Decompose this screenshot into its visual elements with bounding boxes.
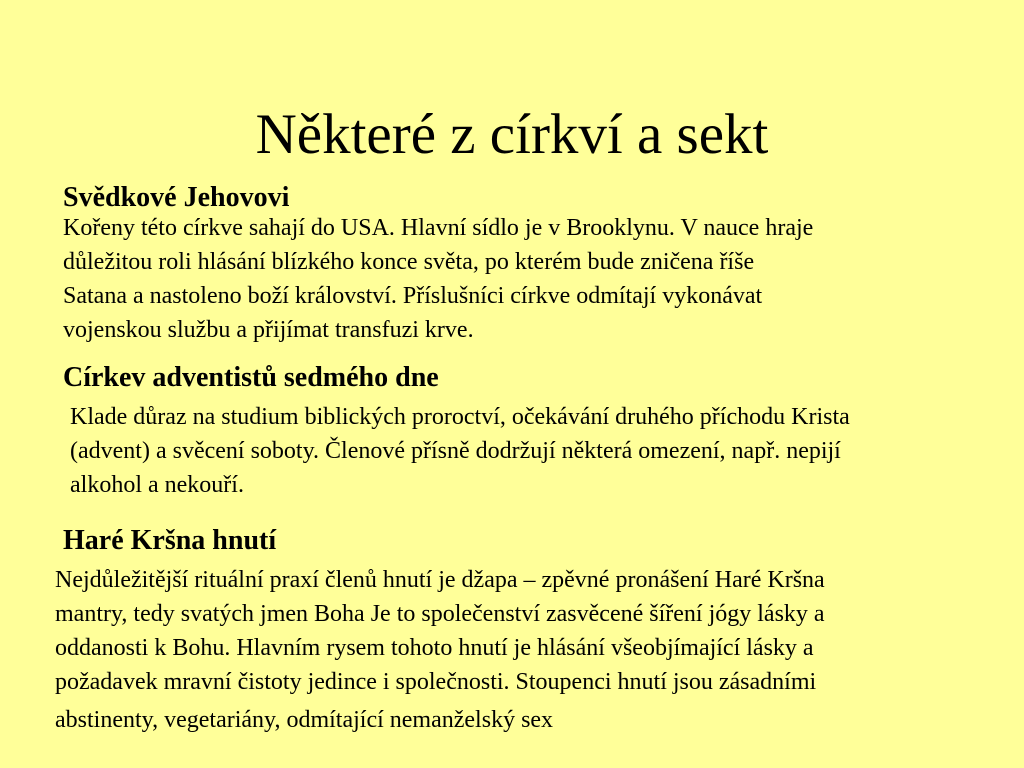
section-text-jehovah-witnesses bbox=[63, 211, 813, 347]
section-heading-adventists: Církev adventistů sedmého dne bbox=[63, 362, 439, 393]
text-line: vojenskou službu a přijímat transfuzi krve. bbox=[63, 317, 474, 343]
text-line: Kořeny této církve sahají do USA. Hlavní sídlo je v Brooklynu. V nauce hraje bbox=[63, 215, 814, 241]
text-line: Satana a nastoleno boží království. Příslušníci církve odmítají vykonávat bbox=[63, 283, 763, 309]
text-line: Klade důraz na studium biblických proroctví, očekávání druhého příchodu Krista bbox=[70, 404, 850, 430]
section-heading-hare-krishna: Haré Kršna hnutí bbox=[63, 525, 277, 556]
text-line: abstinenty, vegetariány, odmítající nemanželský sex bbox=[55, 707, 554, 733]
text-line: mantry, tedy svatých jmen Boha Je to společenství zasvěcené šíření jógy lásky a bbox=[55, 601, 825, 627]
text-line: požadavek mravní čistoty jedince i společnosti. Stoupenci hnutí jsou zásadními bbox=[55, 669, 817, 695]
slide-title: Některé z církví a sekt bbox=[255, 103, 769, 166]
section-heading-jehovah-witnesses: Svědkové Jehovovi bbox=[63, 182, 290, 213]
section-text-hare-krishna bbox=[55, 563, 825, 737]
text-line: Nejdůležitější rituální praxí členů hnutí je džapa – zpěvné pronášení Haré Kršna bbox=[55, 567, 825, 593]
text-line: alkohol a nekouří. bbox=[70, 472, 244, 498]
section-text-adventists bbox=[70, 400, 850, 502]
text-line: oddanosti k Bohu. Hlavním rysem tohoto hnutí je hlásání všeobjímající lásky a bbox=[55, 635, 814, 661]
text-line: (advent) a svěcení soboty. Členové přísně dodržují některá omezení, např. nepijí bbox=[70, 438, 841, 464]
text-line: důležitou roli hlásání blízkého konce světa, po kterém bude zničena říše bbox=[63, 249, 755, 275]
